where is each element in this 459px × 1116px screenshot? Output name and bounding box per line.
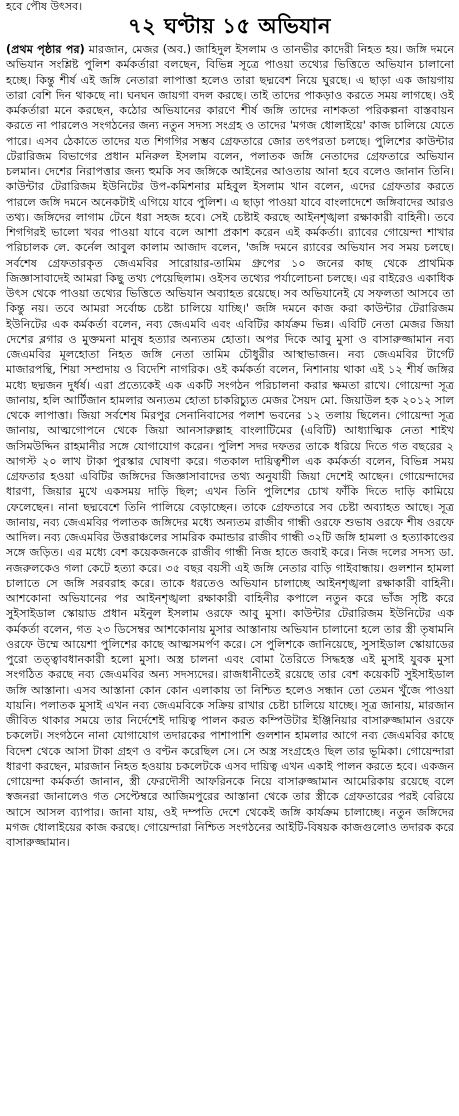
article-text: মারজান, মেজর (অব.) জাহিদুল ইসলাম ও তানভীর কাদেরী নিহত হয়। জঙ্গি দমনে অভিযান সংশ্লিষ্ট পুলিশ কর্মকর্তারা বলছেন, বিভিন্ন সূত্রে পাওয়া তথ্যের ভিত্তিতে অভিযান চালানো হচ্ছে। কিন্তু শীর্ষ এই জঙ্গি নেতারা লাপাত্তা হলেও তারা ছদ্মবেশ নিয়ে ঘুরছে। এ ছাড়া এক জায়গায় তারা বেশি দিন থাকছে না। ঘনঘন জায়গা বদল করছে। তাই তাদের পাকড়াও করতে সময় লাগছে। ওই কর্মকর্তারা মনে করছেন, কঠোর অভিযানের কারণে শীর্ষ জঙ্গি তাদের নাশকতা পরিকল্পনা বাস্তবায়ন করতে না পারলেও সংগঠনের জন্য নতুন সদস্য সংগ্রহ ও তাদের 'মগজ ধোলাইয়ে' কাজ চালিয়ে যেতে পারে। এসব ঠেকাতে তাদের যত শিগগির সম্ভব গ্রেফতারে জোর তৎপরতা চলছে। পুলিশের কাউন্টার টেরারিজম বিভাগের প্রধান মনিরুল ইসলাম বলেন, পলাতক জঙ্গি নেতাদের গ্রেফতারে অভিযান চলমান। দেশের নিরাপত্তার জন্য হুমকি সব জঙ্গিকে আইনের আওতায় আনা হবে বলেও জানান তিনি। কাউন্টার টেরারিজম ইউনিটের উপ-কমিশনার মহিবুল ইসলাম খান বলেন, এদের গ্রেফতার করতে পারলে জঙ্গি দমনে অনেকটাই এগিয়ে যাবে পুলিশ। এ ছাড়া পাওয়া যাবে বাংলাদেশে জঙ্গিবাদের আরও তথ্য। জঙ্গিদের লাগাম টেনে ধরা সহজ হবে। সেই চেষ্টাই করছে আইনশৃঙ্খলা রক্ষাকারী বাহিনী। তবে শিগগিরই ভালো খবর পাওয়া যাবে বলে আশা প্রকাশ করেন এই কর্মকর্তা। র‍্যাবের গোয়েন্দা শাখার পরিচালক লে. কর্নেল আবুল কালাম আজাদ বলেন, 'জঙ্গি দমনে র‍্যাবের অভিযান সব সময় চলছে। সর্বশেষ গ্রেফতারকৃত জেএমবির সারোয়ার-তামিম গ্রুপের ১০ জনের কাছ থেকে প্রাথমিক জিজ্ঞাসাবাদেই আমরা কিছু তথ্য পেয়েছিলাম। ওইসব তথ্যের পর্যালোচনা চলছে। এর বাইরেও একাধিক উৎস থেকে পাওয়া তথ্যের ভিত্তিতে অভিযান অব্যাহত রয়েছে। সব অভিযানেই যে সফলতা আসবে তা কিন্তু নয়। তবে আমরা সর্বোচ্চ চেষ্টা চালিয়ে যাচ্ছি।' জঙ্গি দমনে কাজ করা কাউন্টার টেরারিজম ইউনিটের এক কর্মকর্তা বলেন, নব্য জেএমবি এবং এবিটির কার্যক্রম ভিন্ন। এবিটি নেতা মেজর জিয়া দেশের ব্লগার ও মুক্তমনা মানুষ হত্যার অন্যতম হোতা। অপর দিকে আবু মুসা ও বাসারুজ্জামান নব্য জেএমবির মূলহোতা নিহত জঙ্গি নেতা তামিম চৌধুরীর আস্থাভাজন। নব্য জেএমবির টার্গেট মাজারপন্থি, শিয়া সম্প্রদায় ও বিদেশি নাগরিক। ওই কর্মকর্তা বলেন, নিশানায় থাকা এই ১২ শীর্ষ জঙ্গির মধ্যে ছদ্মজন দুর্ধর্ষ। এরা প্রত্যেকেই এক একটি সংগঠন পরিচালনা করার ক্ষমতা রাখে। গোয়েন্দা সূত্র জানায়, হলি আর্টিজান হামলার অন্যতম হোতা চাকরিচ্যুত মেজর সৈয়দ মো. জিয়াউল হক ২০১২ সাল থেকে লাপাত্তা। জিয়া সর্বশেষ মিরপুর সেনানিবাসের পলাশ ভবনের ১২ তলায় ছিলেন। গোয়েন্দা সূত্র জানায়, আত্মগোপনে থেকে জিয়া আনসারুল্লাহ বাংলাটিমের (এবিটি) আধ্যাত্মিক নেতা শাইখ জসিমউদ্দিন রাহমানীর সঙ্গে যোগাযোগ করেন। পুলিশ সদর দফতর তাকে ধরিয়ে দিতে গত বছরের ২ আগস্ট ২০ লাখ টাকা পুরস্কার ঘোষণা করে। গতকাল দায়িত্বশীল এক কর্মকর্তা বলেন, বিভিন্ন সময় গ্রেফতার হওয়া এবিটির জঙ্গিদের জিজ্ঞাসাবাদের তথ্য অনুযায়ী জিয়া দেশেই আছেন। গোয়েন্দাদের ধারণা, জিয়ার মুখে একসময় দাড়ি ছিল; এখন তিনি পুলিশের চোখ ফাঁকি দিতে দাড়ি কামিয়ে ফেলেছেন। নানা ছদ্মবেশে তিনি পালিয়ে বেড়াচ্ছেন। তাকে গ্রেফতারে সব চেষ্টা অব্যাহত আছে। সূত্র জানায়, নব্য জেএমবির পলাতক জঙ্গিদের মধ্যে অন্যতম রাজীব গান্ধী ওরফে শুভাষ ওরফে শীষ ওরফে আদিল। নব্য জেএমবির উত্তরাঞ্চলের সামরিক কমান্ডার রাজীব গান্ধী ৩২টি জঙ্গি হামলা ও হত্যাকাণ্ডের সঙ্গে জড়িত। এর মধ্যে বেশ কয়েকজনকে রাজীব গান্ধী নিজ হাতে জবাই করে। নিজ দলের সদস্য ডা. নজরুলকেও গলা কেটে হত্যা করে। ৩৫ বছর বয়সী এই জঙ্গি নেতার বাড়ি গাইবান্ধায়। গুলশান হামলা চালাতে সে জঙ্গি সরবরাহ করে। তাকে ধরতেও অভিযান চালাচ্ছে আইনশৃঙ্খলা রক্ষাকারী বাহিনী। আশকোনা অভিযানের পর আইনশৃঙ্খলা রক্ষাকারী বাহিনীর কপালে নতুন করে ভাঁজ সৃষ্টি করে সুইসাইডাল স্কোয়াড প্রধান মইনুল ইসলাম ওরফে আবু মুসা। কাউন্টার টেরারিজম ইউনিটের এক কর্মকর্তা বলেন, গত ২৩ ডিসেম্বর আশকোনায় মুসার আস্তানায় অভিযান চালানো হলে তার স্ত্রী তৃষামনি ওরফে উম্মে আয়েশা পুলিশের কাছে আত্মসমর্পণ করে। সে পুলিশকে জানিয়েছে, সুসাইডাল স্কোয়াডের পুরো তত্ত্বাবধানকারী হলো মুসা। অস্ত্র চালনা এবং বোমা তৈরিতে সিদ্ধহস্ত এই মুসাই যুবক মুসা সংগঠিত করছে নব্য জেএমবির অন্য সদস্যদের। রাজধানীতেই রয়েছে তার বেশ কয়েকটি সুইসাইডাল জঙ্গি আস্তানা। এসব আস্তানা কোন কোন এলাকায় তা নিশ্চিত হলেও সন্ধান তো তেমন খুঁজে পাওয়া যায়নি। পলাতক মুসাই এখন নব্য জেএমবিকে সক্রিয় রাখার চেষ্টা চালিয়ে যাচ্ছে। সূত্র জানায়, মারজান জীবিত থাকার সময়ে তার নির্দেশেই দায়িত্ব পালন করত কম্পিউটার ইঞ্জিনিয়ার বাসারুজ্জামান ওরফে চকলেট। সংগঠনে নানা যোগাযোগ তদারকের পাশাপাশি গুলশান হামলার আগে নব্য জেএমবির কাছে বিদেশ থেকে আসা টাকা গ্রহণ ও বণ্টন করেছিল সে। সে অস্ত্র সংগ্রহেও ছিল তার ভূমিকা। গোয়েন্দারা ধারণা করছেন, মারজান নিহত হওয়ায় চকলেটকে এসব দায়িত্ব এখন একাই পালন করতে হবে। একজন গোয়েন্দা কর্মকর্তা জানান, স্ত্রী ফেরদৌসী আফরিনকে নিয়ে বাসারুজ্জামান আমেরিকায় রয়েছে বলে স্বজনরা জানালেও গত সেপ্টেম্বরে আজিমপুরের আস্তানা থেকে তার স্ত্রীকে গ্রেফতারের পরই বেরিয়ে আসে আসল ব্যাপার। জানা যায়, ওই দম্পতি দেশে থেকেই জঙ্গি কার্যক্রম চালাচ্ছে। নতুন জঙ্গিদের মগজ ধোলাইয়ের কাজ করছে। গোয়েন্দারা নিশ্চিত সংগঠনের আইটি-বিষয়ক কাজগুলোও তদারক করে বাসারুজ্জামান। (6, 43, 454, 849)
previous-article-tail: হবে পৌষ উৎসব। (6, 0, 83, 13)
continued-from-label: (প্রথম পৃষ্ঠার পর) (6, 43, 85, 56)
article-body (6, 42, 454, 1114)
article-headline: ৭২ ঘণ্টায় ১৫ অভিযান (128, 14, 331, 38)
article-paragraph (6, 42, 454, 850)
